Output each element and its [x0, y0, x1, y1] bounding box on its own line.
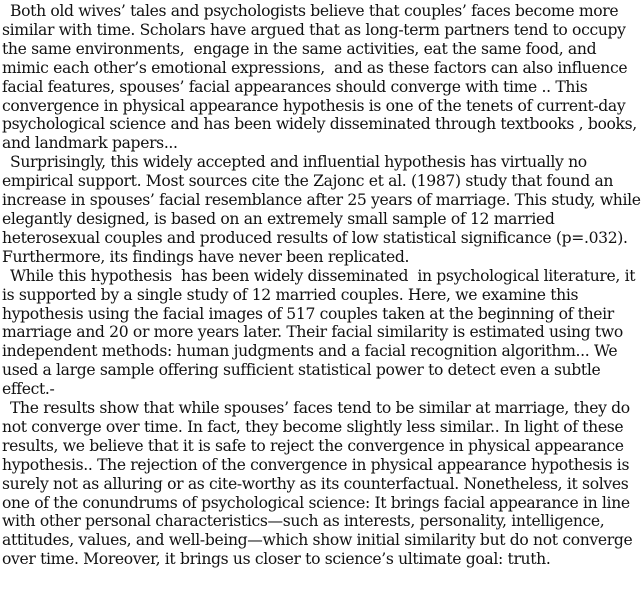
paragraph-1 [0, 2, 642, 153]
text-line: increase in spouses’ facial resemblance after 25 years of marriage. This study, while [2, 191, 641, 210]
text-line: elegantly designed, is based on an extremely small sample of 12 married [2, 209, 555, 228]
text-line: and landmark papers... [2, 134, 178, 153]
text-line: independent methods: human judgments and a facial recognition algorithm... We [2, 342, 618, 361]
text-line: effect.- [2, 380, 55, 399]
text-line: Furthermore, its findings have never been replicated. [2, 247, 410, 266]
text-line: similar with time. Scholars have argued that as long-term partners tend to occupy [2, 20, 626, 39]
text-line: convergence in physical appearance hypothesis is one of the tenets of current-day [2, 96, 626, 115]
text-line: marriage and 20 or more years later. Their facial similarity is estimated using two [2, 323, 623, 342]
text-line: facial features, spouses’ facial appearances should converge with time .. This [2, 77, 588, 96]
text-line: mimic each other’s emotional expressions, and as these factors can also influence [2, 58, 628, 77]
text-line: hypothesis.. The rejection of the convergence in physical appearance hypothesis is [2, 455, 630, 474]
text-line: psychological science and has been widely disseminated through textbooks , books, [2, 115, 637, 134]
text-line: with other personal characteristics—such as interests, personality, intelligence, [2, 512, 605, 531]
text-line: is supported by a single study of 12 married couples. Here, we examine this [2, 285, 579, 304]
text-line: The results show that while spouses’ faces tend to be similar at marriage, they do [10, 399, 630, 418]
text-line: not converge over time. In fact, they become slightly less similar.. In light of these [2, 417, 624, 436]
paragraph-2 [0, 153, 642, 266]
paragraph-3 [0, 267, 642, 399]
text-line: results, we believe that it is safe to reject the convergence in physical appearance [2, 436, 624, 455]
text-line: empirical support. Most sources cite the Zajonc et al. (1987) study that found an [2, 172, 614, 191]
text-line: the same environments, engage in the same activities, eat the same food, and [2, 39, 597, 58]
text-line: used a large sample offering sufficient statistical power to detect even a subtle [2, 361, 601, 380]
text-line: one of the conundrums of psychological science: It brings facial appearance in line [2, 493, 630, 512]
text-line: Surprisingly, this widely accepted and influential hypothesis has virtually no [10, 153, 587, 172]
text-line: heterosexual couples and produced results of low statistical significance (p=.032). [2, 228, 628, 247]
paragraph-4 [0, 399, 642, 569]
text-line: attitudes, values, and well-being—which show initial similarity but do not converge [2, 531, 633, 550]
text-line: surely not as alluring or as cite-worthy as its counterfactual. Nonetheless, it solves [2, 474, 629, 493]
text-line: Both old wives’ tales and psychologists believe that couples’ faces become more [10, 2, 619, 20]
text-line: hypothesis using the facial images of 517 couples taken at the beginning of their [2, 304, 614, 323]
text-line: over time. Moreover, it brings us closer to science’s ultimate goal: truth. [2, 550, 551, 569]
text-line: While this hypothesis has been widely disseminated in psychological literature, it [10, 266, 636, 285]
